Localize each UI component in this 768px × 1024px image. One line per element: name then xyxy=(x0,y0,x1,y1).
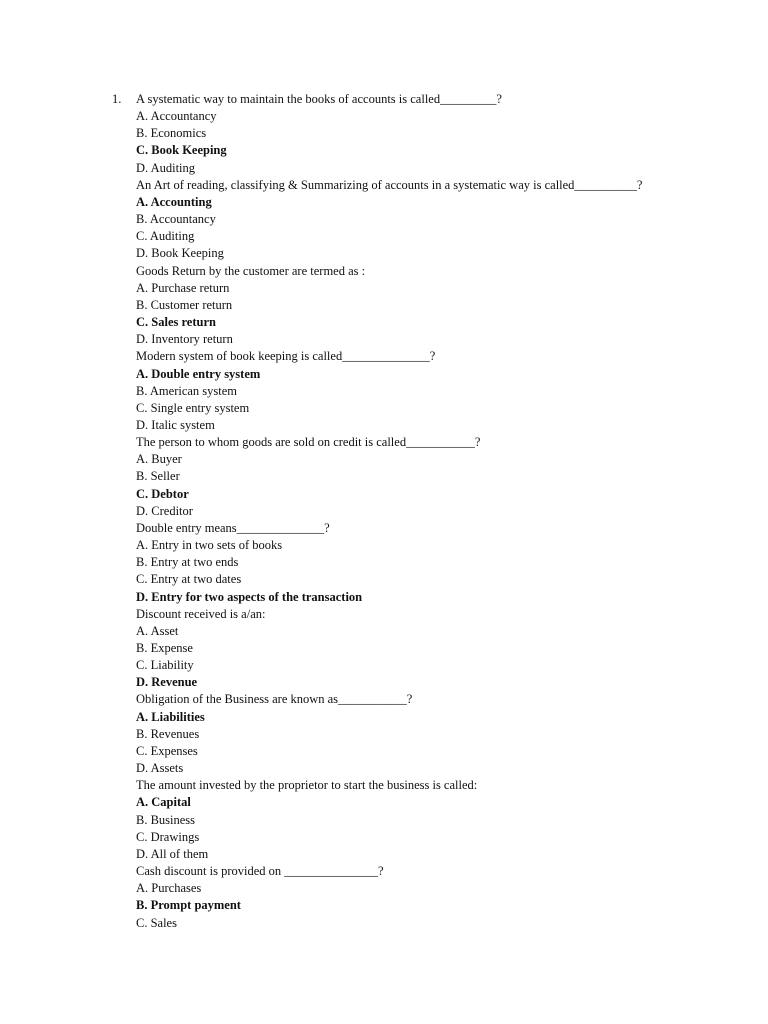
question-block xyxy=(136,177,736,263)
answer-option: D. Assets xyxy=(136,761,184,776)
question-block xyxy=(136,606,736,692)
answer-option: C. Liability xyxy=(136,658,194,673)
answer-option: D. Italic system xyxy=(136,417,215,432)
answer-option: A. Purchases xyxy=(136,881,202,896)
answer-option: C. Entry at two dates xyxy=(136,572,242,587)
answer-option: B. Expense xyxy=(136,641,193,655)
question-block xyxy=(136,520,736,606)
answer-option: D. Auditing xyxy=(136,160,196,175)
question-block xyxy=(136,348,736,434)
question-number: 1. xyxy=(112,92,122,106)
correct-answer-option: B. Prompt payment xyxy=(136,898,241,913)
quiz-list xyxy=(112,91,736,932)
answer-option: B. Customer return xyxy=(136,297,233,312)
answer-option: B. Business xyxy=(136,812,196,827)
answer-option: C. Expenses xyxy=(136,743,198,758)
answer-option: D. All of them xyxy=(136,846,209,861)
question-text: A systematic way to maintain the books of accounts is called_________? xyxy=(136,92,502,106)
correct-answer-option: C. Book Keeping xyxy=(136,143,227,158)
question-text: Cash discount is provided on _______________? xyxy=(136,864,384,879)
answer-option: C. Auditing xyxy=(136,229,195,244)
answer-option: D. Inventory return xyxy=(136,332,233,347)
correct-answer-option: A. Double entry system xyxy=(136,366,261,381)
answer-option: C. Sales xyxy=(136,915,177,930)
answer-option: A. Purchase return xyxy=(136,280,230,295)
question-block xyxy=(136,691,736,777)
question-block xyxy=(136,777,736,863)
answer-option: A. Asset xyxy=(136,623,179,638)
answer-option: A. Buyer xyxy=(136,452,182,467)
question-text: Obligation of the Business are known as___________? xyxy=(136,692,413,707)
question-text: The amount invested by the proprietor to start the business is called: xyxy=(136,778,478,793)
answer-option: B. Accountancy xyxy=(136,212,216,227)
answer-option: B. Seller xyxy=(136,469,180,484)
correct-answer-option: A. Capital xyxy=(136,795,191,810)
question-text: The person to whom goods are sold on credit is called___________? xyxy=(136,435,481,450)
answer-option: D. Book Keeping xyxy=(136,246,224,261)
correct-answer-option: D. Revenue xyxy=(136,675,198,690)
answer-option: C. Single entry system xyxy=(136,400,250,415)
correct-answer-option: C. Sales return xyxy=(136,315,216,330)
correct-answer-option: A. Accounting xyxy=(136,194,212,209)
answer-option: A. Accountancy xyxy=(136,109,217,124)
question-text: Double entry means______________? xyxy=(136,520,330,535)
answer-option: D. Creditor xyxy=(136,503,193,518)
question-text: Discount received is a/an: xyxy=(136,606,266,621)
question-block xyxy=(136,91,736,177)
answer-option: B. Entry at two ends xyxy=(136,555,239,570)
correct-answer-option: D. Entry for two aspects of the transaction xyxy=(136,589,363,604)
correct-answer-option: C. Debtor xyxy=(136,486,189,501)
question-block xyxy=(136,434,736,520)
question-text: Goods Return by the customer are termed as : xyxy=(136,263,366,278)
question-text: Modern system of book keeping is called______________? xyxy=(136,349,436,364)
answer-option: B. American system xyxy=(136,383,238,398)
answer-option: B. Revenues xyxy=(136,726,200,741)
question-block xyxy=(136,863,736,932)
question-text: An Art of reading, classifying & Summarizing of accounts in a systematic way is called__________? xyxy=(136,177,643,192)
answer-option: C. Drawings xyxy=(136,829,200,844)
answer-option: A. Entry in two sets of books xyxy=(136,538,283,553)
correct-answer-option: A. Liabilities xyxy=(136,709,205,724)
answer-option: B. Economics xyxy=(136,126,207,141)
question-block xyxy=(136,263,736,349)
